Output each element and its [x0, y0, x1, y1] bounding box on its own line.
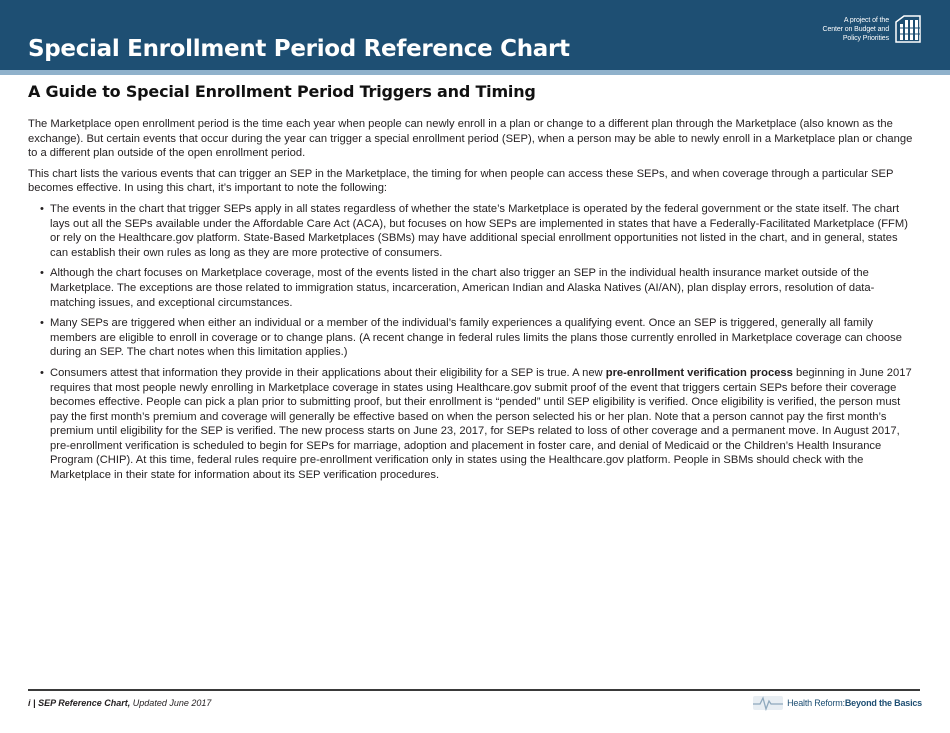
health-reform-wordmark	[787, 698, 922, 708]
intro-paragraph-1: The Marketplace open enrollment period is the time each year when people can newly enroll in a plan or change to a different plan through the Marketplace (also known as the exchange). But certain events that occur during the year can trigger a special enrollment period (SEP), when a person may be able to newly enroll in a Marketplace plan or change to a different plan outside of the open enrollment period.	[28, 118, 913, 160]
footer-page-number: i	[28, 698, 31, 708]
list-item-text-after: beginning in June 2017 requires that most people newly enrolling in Marketplace coverage in states using Healthcare.gov submit proof of the event that triggers certain SEPs before their coverage becomes effective. People can pick a plan prior to submitting proof, but their enrollment is “pended” until SEP eligibility is verified. Once eligibility is verified, the person must pay the first month’s premium and coverage will generally be effective based on when the person selected his or her plan. Note that a person cannot pay the first month’s premium until eligibility for the SEP is verified. The new process starts on June 23, 2017, for SEPs related to loss of other coverage and a permanent move. In August 2017, pre-enrollment verification is scheduled to begin for SEPs for marriage, adoption and placement in foster care, and denial of Medicaid or the Children’s Health Insurance Program (CHIP). At this time, federal rules require pre-enrollment verification only in states using the Healthcare.gov platform. People in SBMs should check with the Marketplace in their state for information about its SEP verification procedures.	[50, 366, 912, 482]
cbpp-tagline	[811, 16, 889, 43]
list-item-text: Although the chart focuses on Marketplace coverage, most of the events listed in the chart also trigger an SEP in the individual health insurance market outside of the Marketplace. The exceptions are those related to immigration status, incarceration, American Indian and Alaska Natives (AI/AN), plan display errors, resolution of data-matching issues, and exceptional circumstances.	[50, 267, 875, 309]
list-item	[28, 266, 918, 310]
health-reform-logo	[753, 694, 922, 712]
footer-updated: Updated June 2017	[132, 698, 212, 708]
page-title: Special Enrollment Period Reference Chart	[28, 36, 570, 62]
list-item	[28, 366, 918, 483]
list-item-text: Many SEPs are triggered when either an individual or a member of the individual’s family experiences a qualifying event. Once an SEP is triggered, generally all family members are eligible to enroll in coverage or to change plans. (A recent change in federal rules limits the plans those currently enrolled in Marketplace coverage can choose during an SEP. The chart notes when this limitation applies.)	[50, 317, 902, 359]
bullet-glyph: •	[40, 267, 44, 280]
list-item	[28, 202, 918, 260]
subtitle: A Guide to Special Enrollment Period Triggers and Timing	[28, 82, 536, 101]
bullet-glyph: •	[40, 366, 44, 379]
cbpp-columns-icon	[894, 14, 922, 44]
notes-list	[28, 202, 918, 483]
header-rule	[0, 70, 950, 75]
list-item-text-before: Consumers attest that information they provide in their applications about their eligibility for a SEP is true. A new	[50, 366, 606, 379]
bullet-glyph: •	[40, 317, 44, 330]
heartbeat-icon	[753, 694, 783, 712]
footer-caption	[28, 698, 211, 708]
footer-rule	[28, 689, 920, 691]
list-item-text-bold: pre-enrollment verification process	[605, 366, 793, 379]
body-content	[28, 117, 918, 489]
cbpp-line1: A project of the	[843, 16, 889, 24]
list-item-text: The events in the chart that trigger SEPs apply in all states regardless of whether the state’s Marketplace is operated by the federal government or the state itself. The chart lays out all the SEPs available under the Affordable Care Act (ACA), but focuses on how SEPs are implemented in states that have a Federally-Facilitated Marketplace (FFM) or rely on the Healthcare.gov platform. State-Based Marketplaces (SBMs) may have additional special enrollment opportunities not listed in the chart, and in general, states can establish their own rules as long as they are more protective of consumers.	[50, 202, 908, 259]
cbpp-logo-block	[811, 13, 922, 45]
intro-paragraph-2: This chart lists the various events that can trigger an SEP in the Marketplace, the timing for when people can access these SEPs, and when coverage through a particular SEP becomes effective. In using this chart, it’s important to note the following:	[28, 167, 894, 195]
footer-separator: |	[33, 698, 36, 708]
list-item	[28, 316, 918, 360]
cbpp-line3: Policy Priorities	[842, 34, 889, 42]
bullet-glyph: •	[40, 202, 44, 215]
cbpp-line2: Center on Budget and	[822, 25, 889, 33]
logo-text-part2: Beyond the Basics	[844, 698, 922, 708]
footer-doc-name: SEP Reference Chart,	[38, 698, 131, 708]
logo-text-part1: Health Reform:	[787, 698, 845, 708]
